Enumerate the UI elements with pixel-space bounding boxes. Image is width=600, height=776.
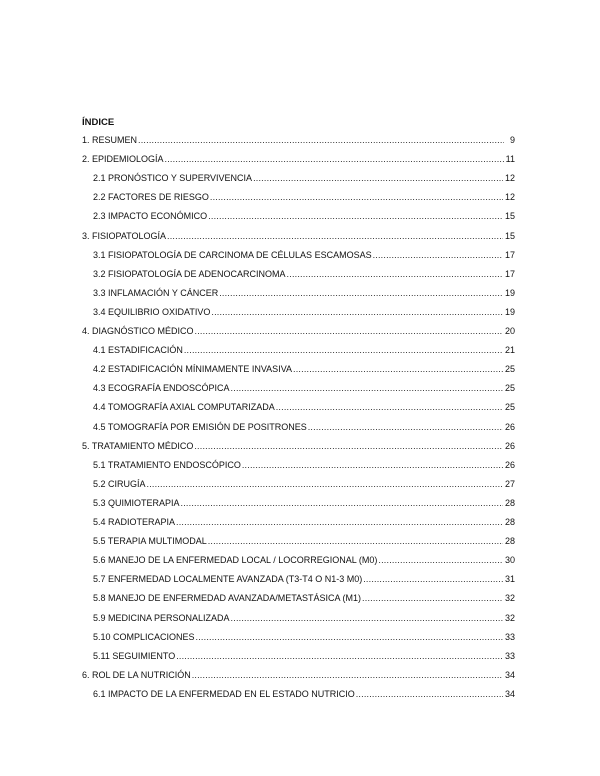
toc-entry-page-number: 27 bbox=[504, 478, 515, 489]
dot-leader bbox=[253, 172, 503, 184]
toc-entry[interactable] bbox=[93, 344, 515, 356]
toc-entry-page-number: 12 bbox=[504, 173, 515, 184]
toc-entry-label: 5.8 MANEJO DE ENFERMEDAD AVANZADA/METASTÁSICA (M1) bbox=[93, 593, 362, 604]
dot-leader bbox=[287, 268, 503, 280]
toc-entry[interactable] bbox=[93, 516, 515, 528]
dot-leader bbox=[211, 306, 503, 318]
dot-leader bbox=[138, 134, 504, 146]
toc-entry-label: 5. TRATAMIENTO MÉDICO bbox=[82, 440, 194, 451]
toc-entry[interactable] bbox=[93, 592, 515, 604]
toc-entry[interactable] bbox=[93, 631, 515, 643]
toc-entry[interactable] bbox=[93, 191, 515, 203]
toc-entry[interactable] bbox=[93, 363, 515, 375]
toc-entry-label: 5.3 QUIMIOTERAPIA bbox=[93, 497, 180, 508]
toc-entry-page-number: 28 bbox=[504, 536, 515, 547]
toc-entry-page-number: 15 bbox=[504, 211, 515, 222]
toc-entry[interactable] bbox=[93, 554, 515, 566]
toc-entry-page-number: 26 bbox=[504, 421, 515, 432]
toc-entry-page-number: 30 bbox=[504, 555, 515, 566]
toc-entry[interactable] bbox=[93, 306, 515, 318]
toc-entry-label: 4.5 TOMOGRAFÍA POR EMISIÓN DE POSITRONES bbox=[93, 421, 307, 432]
toc-entry-page-number: 15 bbox=[504, 230, 515, 241]
toc-entry-label: 3.1 FISIOPATOLOGÍA DE CARCINOMA DE CÉLULAS ESCAMOSAS bbox=[93, 249, 372, 260]
toc-entry-label: 6.1 IMPACTO DE LA ENFERMEDAD EN EL ESTADO NUTRICIO bbox=[93, 688, 355, 699]
toc-entry-page-number: 25 bbox=[504, 402, 515, 413]
toc-entry[interactable] bbox=[82, 230, 515, 242]
toc-entry[interactable] bbox=[93, 172, 515, 184]
toc-entry-page-number: 25 bbox=[504, 383, 515, 394]
dot-leader bbox=[293, 363, 503, 375]
dot-leader bbox=[308, 421, 503, 433]
dot-leader bbox=[147, 478, 503, 490]
toc-entry[interactable] bbox=[93, 287, 515, 299]
toc-entry[interactable] bbox=[93, 421, 515, 433]
toc-entry[interactable] bbox=[82, 669, 515, 681]
toc-entry-label: 5.5 TERAPIA MULTIMODAL bbox=[93, 536, 207, 547]
toc-entry[interactable] bbox=[82, 440, 515, 452]
dot-leader bbox=[356, 688, 503, 700]
dot-leader bbox=[184, 344, 503, 356]
toc-entry-label: 1. RESUMEN bbox=[82, 135, 138, 145]
toc-entry-label: 4. DIAGNÓSTICO MÉDICO bbox=[82, 326, 194, 336]
toc-entry[interactable] bbox=[82, 134, 515, 146]
toc-entry[interactable] bbox=[93, 478, 515, 490]
toc-entry[interactable] bbox=[93, 497, 515, 509]
toc-entry-label: 5.10 COMPLICACIONES bbox=[93, 631, 195, 642]
dot-leader bbox=[176, 650, 503, 662]
toc-entry-label: 2. EPIDEMIOLOGÍA bbox=[82, 154, 164, 165]
toc-entry-page-number: 33 bbox=[504, 650, 515, 661]
toc-entry-page-number: 26 bbox=[504, 459, 515, 470]
toc-entry-label: 5.7 ENFERMEDAD LOCALMENTE AVANZADA (T3-T4 O N1-3 M0) bbox=[93, 574, 363, 585]
toc-entry[interactable] bbox=[93, 382, 515, 394]
toc-entry-page-number: 17 bbox=[504, 268, 515, 279]
toc-entry-page-number: 28 bbox=[504, 517, 515, 527]
toc-entry-page-number: 9 bbox=[509, 135, 515, 145]
toc-entry-label: 5.2 CIRUGÍA bbox=[93, 478, 146, 489]
toc-entry[interactable] bbox=[93, 688, 515, 700]
dot-leader bbox=[194, 440, 503, 452]
toc-entry-label: 4.4 TOMOGRAFÍA AXIAL COMPUTARIZADA bbox=[93, 402, 275, 413]
toc-entry[interactable] bbox=[93, 535, 515, 547]
dot-leader bbox=[363, 573, 503, 585]
toc-entry-page-number: 12 bbox=[504, 192, 515, 203]
dot-leader bbox=[208, 535, 503, 547]
dot-leader bbox=[219, 287, 503, 299]
toc-entry-label: 4.2 ESTADIFICACIÓN MÍNIMAMENTE INVASIVA bbox=[93, 364, 293, 375]
toc-entry-page-number: 19 bbox=[504, 287, 515, 298]
dot-leader bbox=[231, 612, 503, 624]
toc-entry[interactable] bbox=[93, 459, 515, 471]
toc-entry-label: 4.1 ESTADIFICACIÓN bbox=[93, 345, 183, 356]
dot-leader bbox=[195, 325, 503, 337]
toc-entry-label: 3.4 EQUILIBRIO OXIDATIVO bbox=[93, 306, 211, 317]
dot-leader bbox=[378, 554, 503, 566]
toc-entry[interactable] bbox=[93, 268, 515, 280]
toc-entry-page-number: 34 bbox=[504, 669, 515, 680]
dot-leader bbox=[210, 191, 503, 203]
toc-entry[interactable] bbox=[82, 153, 515, 165]
dot-leader bbox=[242, 459, 503, 471]
dot-leader bbox=[362, 592, 503, 604]
toc-entry-page-number: 26 bbox=[504, 440, 515, 451]
toc-entry-label: 2.1 PRONÓSTICO Y SUPERVIVENCIA bbox=[93, 173, 253, 184]
toc-entry[interactable] bbox=[93, 612, 515, 624]
toc-entry-page-number: 28 bbox=[504, 497, 515, 508]
toc-entry[interactable] bbox=[93, 249, 515, 261]
toc-entry-page-number: 33 bbox=[504, 631, 515, 642]
dot-leader bbox=[196, 631, 503, 643]
dot-leader bbox=[231, 382, 503, 394]
toc-entry-label: 6. ROL DE LA NUTRICIÓN bbox=[82, 669, 191, 680]
toc-entry[interactable] bbox=[93, 401, 515, 413]
toc-entry-page-number: 25 bbox=[504, 364, 515, 375]
toc-entry-label: 5.9 MEDICINA PERSONALIZADA bbox=[93, 612, 230, 623]
toc-entry-page-number: 34 bbox=[504, 688, 515, 699]
toc-entry-label: 5.11 SEGUIMIENTO bbox=[93, 650, 176, 661]
toc-entry[interactable] bbox=[93, 650, 515, 662]
toc-entry-page-number: 20 bbox=[504, 326, 515, 336]
toc-entry-page-number: 11 bbox=[505, 154, 515, 165]
dot-leader bbox=[276, 401, 503, 413]
toc-entry-page-number: 21 bbox=[504, 345, 515, 356]
toc-entry-page-number: 32 bbox=[504, 612, 515, 623]
toc-title: ÍNDICE bbox=[82, 117, 115, 128]
toc-entry-label: 3.3 INFLAMACIÓN Y CÁNCER bbox=[93, 287, 219, 298]
toc-entry-label: 5.1 TRATAMIENTO ENDOSCÓPICO bbox=[93, 459, 241, 470]
toc-entry-label: 3. FISIOPATOLOGÍA bbox=[82, 230, 167, 241]
toc-entry-label: 2.2 FACTORES DE RIESGO bbox=[93, 192, 209, 203]
toc-entry-label: 3.2 FISIOPATOLOGÍA DE ADENOCARCINOMA bbox=[93, 268, 286, 279]
dot-leader bbox=[167, 230, 503, 242]
toc-entry-page-number: 19 bbox=[504, 306, 515, 317]
toc-entry[interactable] bbox=[93, 573, 515, 585]
dot-leader bbox=[176, 516, 503, 528]
toc-entry-page-number: 31 bbox=[504, 574, 515, 585]
dot-leader bbox=[208, 210, 503, 222]
toc-entry-label: 5.6 MANEJO DE LA ENFERMEDAD LOCAL / LOCORREGIONAL (M0) bbox=[93, 555, 378, 566]
toc-entry-label: 2.3 IMPACTO ECONÓMICO bbox=[93, 211, 208, 222]
toc-entry[interactable] bbox=[82, 325, 515, 337]
dot-leader bbox=[373, 249, 503, 261]
dot-leader bbox=[181, 497, 503, 509]
dot-leader bbox=[165, 153, 504, 165]
toc-entry-label: 5.4 RADIOTERAPIA bbox=[93, 517, 176, 527]
toc-entry-label: 4.3 ECOGRAFÍA ENDOSCÓPICA bbox=[93, 383, 230, 394]
toc-entry-page-number: 32 bbox=[504, 593, 515, 604]
toc-entry-page-number: 17 bbox=[504, 249, 515, 260]
dot-leader bbox=[192, 669, 503, 681]
toc-entry[interactable] bbox=[93, 210, 515, 222]
